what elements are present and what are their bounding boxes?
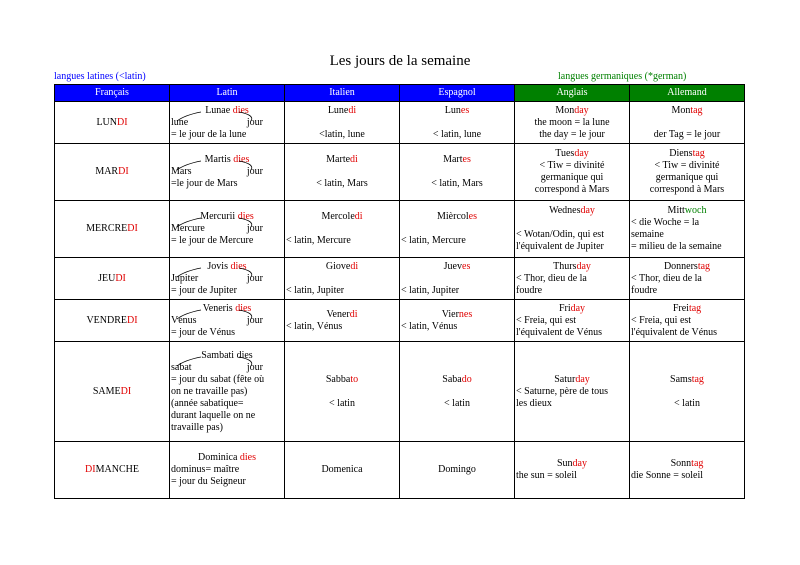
latin-right: jour (246, 166, 263, 177)
word-suffix: tag (688, 302, 702, 314)
cell-line (631, 386, 743, 398)
cell-line: les dieux (516, 397, 552, 409)
cell-latin (170, 144, 285, 201)
table-row (55, 258, 745, 300)
word-suffix: DI (127, 314, 138, 326)
word-suffix: es (468, 211, 477, 222)
day-name (516, 105, 628, 117)
day-name (286, 261, 398, 273)
cell-latin (170, 342, 285, 442)
day-name (516, 458, 628, 470)
day-name (516, 205, 628, 217)
cell-line: <latin, lune (319, 128, 365, 140)
header-francais: Français (55, 85, 170, 102)
word-stem: Sams (670, 373, 692, 385)
cell-line (286, 166, 398, 178)
cell-francais (55, 300, 170, 342)
word-stem: Vier (441, 308, 459, 320)
cell-espagnol (400, 102, 515, 144)
cell-line: < latin, Mercure (286, 235, 351, 246)
cell-anglais (515, 300, 630, 342)
day-name (401, 464, 513, 476)
word-suffix: tag (690, 104, 703, 116)
cell-line: < Saturne, père de tous (516, 385, 609, 397)
day-name (286, 154, 398, 166)
word-stem: Donners (663, 260, 698, 272)
day-name (286, 211, 398, 223)
word-suffix: day (574, 104, 589, 116)
cell-allemand (630, 342, 745, 442)
word-suffix: DI (85, 464, 96, 475)
cell-latin (170, 442, 285, 499)
latin-dies: dies (235, 302, 252, 314)
word-stem: VENDRE (86, 314, 127, 326)
word-suffix: DI (117, 116, 128, 128)
day-name (56, 223, 168, 235)
cell-anglais (515, 102, 630, 144)
word-suffix: di (350, 154, 358, 165)
cell-italien (285, 102, 400, 144)
latin-stem: Lunae (205, 104, 233, 116)
word-suffix: DI (127, 223, 138, 234)
cell-line: the moon = la lune (534, 116, 610, 128)
word-suffix: day (572, 458, 587, 469)
cell-line: l'équivalent de Vénus (631, 326, 718, 338)
day-name (631, 205, 743, 217)
latin-dies: dies (237, 211, 254, 222)
cell-line: < latin, Jupiter (401, 284, 460, 296)
cell-italien (285, 201, 400, 258)
word-stem: MAR (95, 166, 119, 177)
cell-francais (55, 102, 170, 144)
word-stem: Mercole (321, 211, 355, 222)
cell-line: < latin, lune (432, 128, 482, 140)
cell-francais (55, 144, 170, 201)
word-stem: Sonn (670, 458, 692, 469)
latin-word (171, 154, 283, 166)
table-row (55, 300, 745, 342)
word-stem: Mart (443, 154, 463, 165)
latin-right: jour (246, 314, 263, 326)
word-stem: JEU (98, 272, 116, 284)
cell-allemand (630, 144, 745, 201)
latin-word (171, 261, 283, 273)
word-suffix: DI (120, 385, 132, 397)
table-row (55, 144, 745, 201)
cell-espagnol (400, 201, 515, 258)
cell-line: < die Woche = la (631, 217, 700, 228)
latin-breakdown (171, 362, 283, 374)
cell-espagnol (400, 342, 515, 442)
cell-line: < latin, Mars (316, 178, 368, 189)
cell-espagnol (400, 300, 515, 342)
latin-word (171, 105, 283, 117)
cell-line (401, 166, 513, 178)
latin-left: lune (171, 116, 189, 128)
word-suffix: to (350, 373, 359, 385)
word-stem: Juev (443, 260, 462, 272)
header-allemand: Allemand (630, 85, 745, 102)
cell-latin (170, 258, 285, 300)
word-suffix: day (580, 205, 595, 216)
word-suffix: tag (692, 148, 705, 159)
cell-line: < Freia, qui est (631, 314, 692, 326)
cell-line: < latin (329, 397, 355, 409)
day-name (631, 105, 743, 117)
day-name (516, 261, 628, 273)
word-suffix: day (575, 373, 590, 385)
latin-line: = le jour de Mercure (171, 235, 254, 246)
table-row (55, 102, 745, 144)
latin-left: Mercure (171, 223, 205, 234)
latin-right: jour (246, 116, 263, 128)
word-stem: Lun (444, 104, 461, 116)
cell-line: foudre (516, 284, 543, 296)
cell-line: correspond à Mars (649, 184, 725, 195)
day-name (631, 458, 743, 470)
cell-line: the day = le jour (539, 128, 605, 140)
word-suffix: do (461, 373, 472, 385)
day-name (56, 315, 168, 327)
latin-word (171, 303, 283, 315)
cell-line: < latin, Jupiter (286, 284, 345, 296)
word-stem: Vener (326, 308, 350, 320)
latin-breakdown (171, 166, 283, 178)
cell-italien (285, 258, 400, 300)
word-stem: Domingo (438, 464, 476, 475)
latin-word (171, 452, 283, 464)
word-stem: Saba (442, 373, 462, 385)
day-name (516, 303, 628, 315)
word-suffix: tag (691, 458, 704, 469)
cell-line (401, 273, 513, 285)
latin-right: jour (246, 223, 263, 234)
cell-line: correspond à Mars (534, 184, 610, 195)
latin-stem: Martis (204, 154, 234, 165)
latin-stem: Sambati dies (201, 349, 253, 361)
table-body (55, 102, 745, 499)
latin-left: Vénus (171, 314, 197, 326)
latin-dies: dies (230, 260, 247, 272)
word-stem: LUN (96, 116, 117, 128)
word-suffix: di (354, 211, 363, 222)
cell-line (401, 386, 513, 398)
cell-line: the sun = soleil (516, 470, 577, 481)
latin-line: =le jour de Mars (171, 178, 238, 189)
word-suffix: es (460, 104, 470, 116)
table-row (55, 342, 745, 442)
day-name (401, 309, 513, 321)
cell-line (286, 386, 398, 398)
cell-allemand (630, 102, 745, 144)
latin-line: = jour du sabat (fête où (171, 373, 265, 385)
header-espagnol: Espagnol (400, 85, 515, 102)
table-row (55, 442, 745, 499)
cell-line (516, 217, 628, 229)
cell-italien (285, 144, 400, 201)
cell-line: < latin, Mercure (401, 235, 466, 246)
cell-line: < Thor, dieu de la (631, 272, 702, 284)
word-suffix: day (574, 148, 589, 159)
cell-anglais (515, 442, 630, 499)
word-tail: MANCHE (95, 464, 139, 475)
latin-stem: Mercurii (200, 211, 238, 222)
word-suffix: es (462, 154, 471, 165)
day-name (56, 386, 168, 398)
day-name (401, 154, 513, 166)
latin-left: Mars (171, 166, 192, 177)
cell-allemand (630, 258, 745, 300)
cell-line (401, 117, 513, 129)
word-suffix: tag (691, 373, 704, 385)
cell-italien (285, 442, 400, 499)
word-stem: MERCRE (86, 223, 128, 234)
word-stem: Mièrcol (437, 211, 469, 222)
word-stem: SAME (92, 385, 121, 397)
cell-italien (285, 300, 400, 342)
word-suffix: DI (118, 166, 129, 177)
cell-espagnol (400, 258, 515, 300)
latin-stem: Veneris (202, 302, 236, 314)
latin-line: durant laquelle on ne (171, 409, 256, 421)
cell-francais (55, 342, 170, 442)
latin-stem: Jovis (207, 260, 231, 272)
cell-line: < Tiw = divinité (539, 160, 605, 171)
cell-line: < Thor, dieu de la (516, 272, 587, 284)
cell-line: < latin (674, 397, 700, 409)
latin-line: = jour de Vénus (171, 326, 236, 338)
cell-francais (55, 201, 170, 258)
latin-stem: Dominica (197, 452, 240, 463)
word-stem: Tues (555, 148, 575, 159)
cell-line (631, 117, 743, 129)
day-name (286, 374, 398, 386)
table-row (55, 201, 745, 258)
day-name (286, 464, 398, 476)
cell-espagnol (400, 144, 515, 201)
cell-anglais (515, 201, 630, 258)
latin-line: on ne travaille pas) (171, 385, 248, 397)
latin-word (171, 350, 283, 362)
days-table (54, 84, 745, 499)
latin-dies: dies (239, 452, 257, 463)
cell-line: < latin, Mars (431, 178, 483, 189)
cell-allemand (630, 442, 745, 499)
latin-right: jour (246, 272, 263, 284)
latin-breakdown (171, 273, 283, 285)
latin-word (171, 211, 283, 223)
word-suffix: di (350, 260, 359, 272)
word-stem: Mon (555, 104, 575, 116)
cell-line: der Tag = le jour (653, 128, 721, 140)
group-label-germanic: langues germaniques (*german) (558, 71, 687, 82)
word-suffix: es (462, 260, 471, 272)
cell-line: germanique qui (655, 172, 719, 183)
word-stem: Lune (327, 104, 349, 116)
cell-line: < latin (444, 397, 470, 409)
day-name (56, 273, 168, 285)
cell-line: = milieu de la semaine (631, 241, 722, 252)
cell-line: < Freia, qui est (516, 314, 577, 326)
word-stem: Marte (326, 154, 351, 165)
cell-latin (170, 201, 285, 258)
word-stem: Domenica (321, 464, 363, 475)
word-suffix: day (570, 302, 586, 314)
latin-breakdown (171, 464, 283, 476)
latin-line: = jour de Jupiter (171, 284, 237, 296)
cell-line: die Sonne = soleil (631, 470, 704, 481)
day-name (631, 148, 743, 160)
day-name (516, 374, 628, 386)
latin-breakdown (171, 117, 283, 129)
day-name (56, 117, 168, 129)
header-row (55, 85, 745, 102)
latin-dies: dies (232, 104, 249, 116)
day-name (286, 105, 398, 117)
cell-line: germanique qui (540, 172, 604, 183)
header-italien: Italien (285, 85, 400, 102)
cell-francais (55, 442, 170, 499)
word-suffix: tag (697, 260, 711, 272)
day-name (516, 148, 628, 160)
cell-line: foudre (631, 284, 658, 296)
word-stem: Mitt (667, 205, 685, 216)
latin-line: = le jour de la lune (171, 128, 247, 140)
cell-italien (285, 342, 400, 442)
day-name (401, 105, 513, 117)
cell-line: l'équivalent de Jupiter (516, 241, 604, 252)
day-name (401, 261, 513, 273)
day-name (56, 166, 168, 178)
cell-line: < Wotan/Odin, qui est (516, 229, 604, 240)
day-name (631, 303, 743, 315)
word-suffix: woch (684, 205, 707, 216)
cell-allemand (630, 201, 745, 258)
word-stem: Thurs (553, 260, 577, 272)
header-latin: Latin (170, 85, 285, 102)
latin-dies: dies (233, 154, 250, 165)
word-suffix: day (576, 260, 591, 272)
cell-latin (170, 102, 285, 144)
group-label-latin: langues latines (<latin) (54, 71, 146, 82)
cell-line: < latin, Vénus (286, 320, 343, 332)
cell-line: < latin, Vénus (401, 320, 458, 332)
word-stem: Satur (554, 373, 576, 385)
cell-line: l'équivalent de Vénus (516, 326, 603, 338)
cell-line (286, 273, 398, 285)
day-name (631, 374, 743, 386)
latin-line: (année sabatique= (171, 397, 244, 409)
word-suffix: di (349, 308, 358, 320)
latin-breakdown (171, 315, 283, 327)
cell-francais (55, 258, 170, 300)
page-title: Les jours de la semaine (329, 53, 471, 69)
cell-line: < Tiw = divinité (654, 160, 720, 171)
word-stem: Mon (671, 104, 691, 116)
latin-left: Jupiter (171, 272, 199, 284)
word-suffix: nes (458, 308, 473, 320)
cell-anglais (515, 258, 630, 300)
cell-anglais (515, 144, 630, 201)
word-stem: Frei (672, 302, 689, 314)
latin-left: dominus= maître (171, 464, 240, 475)
header-anglais: Anglais (515, 85, 630, 102)
cell-line (401, 223, 513, 235)
cell-allemand (630, 300, 745, 342)
latin-line: travaille pas) (171, 421, 223, 433)
word-stem: Sabba (325, 373, 351, 385)
day-name (286, 309, 398, 321)
word-stem: Fri (558, 302, 571, 314)
latin-line: = jour du Seigneur (171, 476, 246, 487)
word-stem: Giove (325, 260, 351, 272)
cell-line: semaine (631, 229, 664, 240)
word-stem: Sun (556, 458, 573, 469)
day-name (401, 211, 513, 223)
latin-breakdown (171, 223, 283, 235)
cell-espagnol (400, 442, 515, 499)
word-stem: Wednes (549, 205, 581, 216)
cell-line (286, 223, 398, 235)
cell-anglais (515, 342, 630, 442)
latin-left: sabat (171, 361, 192, 373)
cell-line (286, 117, 398, 129)
cell-latin (170, 300, 285, 342)
word-stem: Diens (669, 148, 693, 159)
word-suffix: DI (115, 272, 126, 284)
latin-right: jour (246, 361, 263, 373)
day-name (631, 261, 743, 273)
day-name (56, 464, 168, 476)
day-name (401, 374, 513, 386)
word-suffix: di (348, 104, 357, 116)
